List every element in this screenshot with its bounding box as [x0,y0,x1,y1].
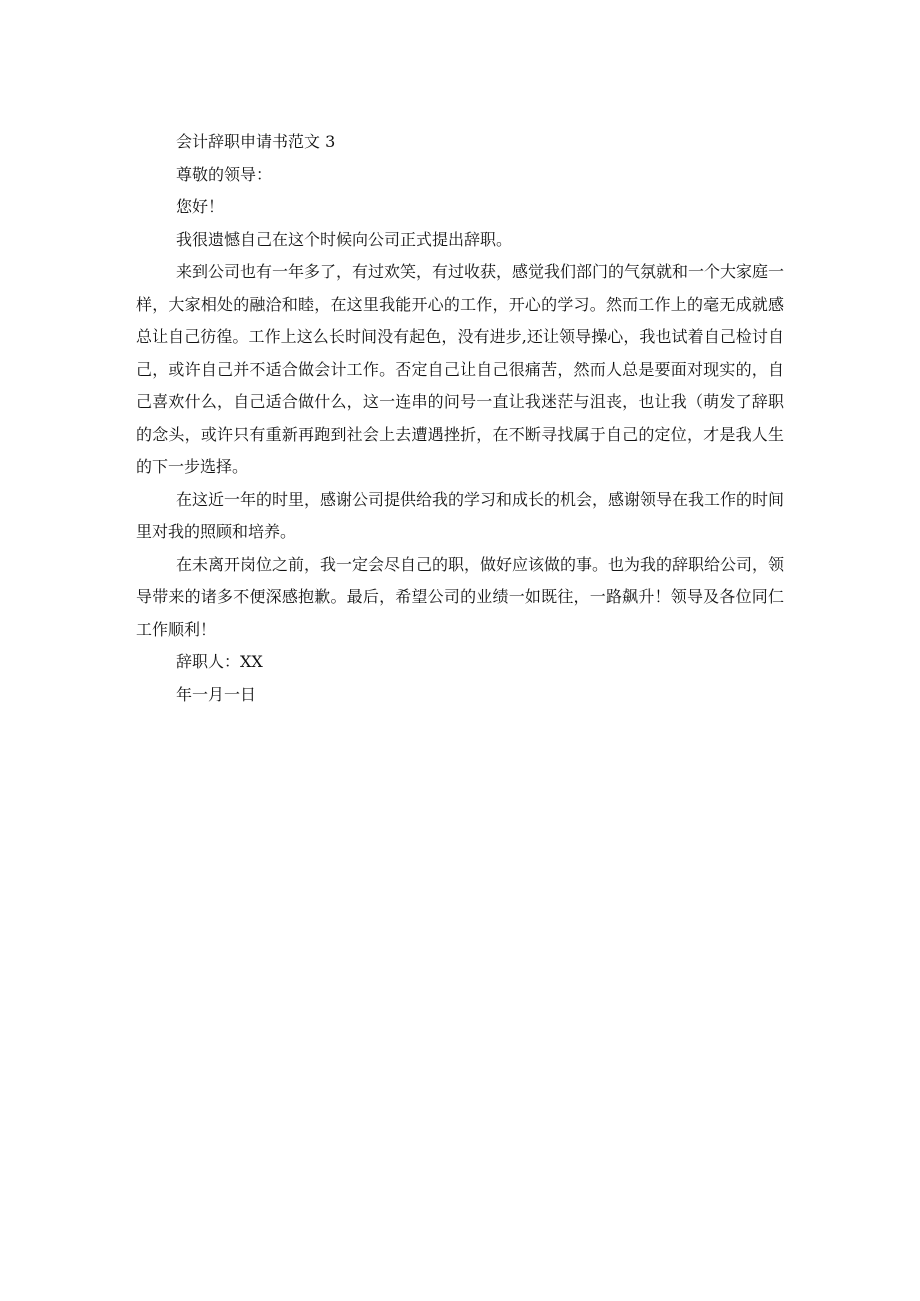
paragraph-closing: 在未离开岗位之前，我一定会尽自己的职，做好应该做的事。也为我的辞职给公司，领导带来的诸多不便深感抱歉。最后，希望公司的业绩一如既往，一路飙升！领导及各位同仁工作顺利！ [136,554,785,639]
paragraph-intro: 我很遗憾自己在这个时候向公司正式提出辞职。 [176,229,513,249]
paragraph-reason: 来到公司也有一年多了，有过欢笑，有过收获，感觉我们部门的气氛就和一个大家庭一样，大家相处的融洽和睦，在这里我能开心的工作，开心的学习。然而工作上的毫无成就感总让自己彷徨。工作上这么长时间没有起色，没有进步,还让领导操心，我也试着自己检讨自己，或许自己并不适合做会计工作。否定自己让自己很痛苦，然而人总是要面对现实的，自己喜欢什么，自己适合做什么，这一连串的问号一直让我迷茫与沮丧，也让我（萌发了辞职的念头，或许只有重新再跑到社会上去遭遇挫折，在不断寻找属于自己的定位，才是我人生的下一步选择。 [136,262,785,476]
salutation: 尊敬的领导： [176,164,273,184]
signature: 辞职人：XX [176,652,263,671]
greeting: 您好！ [176,197,225,216]
letter-body [136,126,784,711]
paragraph-thanks: 在这近一年的时里，感谢公司提供给我的学习和成长的机会，感谢领导在我工作的时间里对我的照顾和培养。 [136,489,785,541]
document-title: 会计辞职申请书范文 3 [176,132,336,151]
date-line: 年一月一日 [176,684,257,704]
